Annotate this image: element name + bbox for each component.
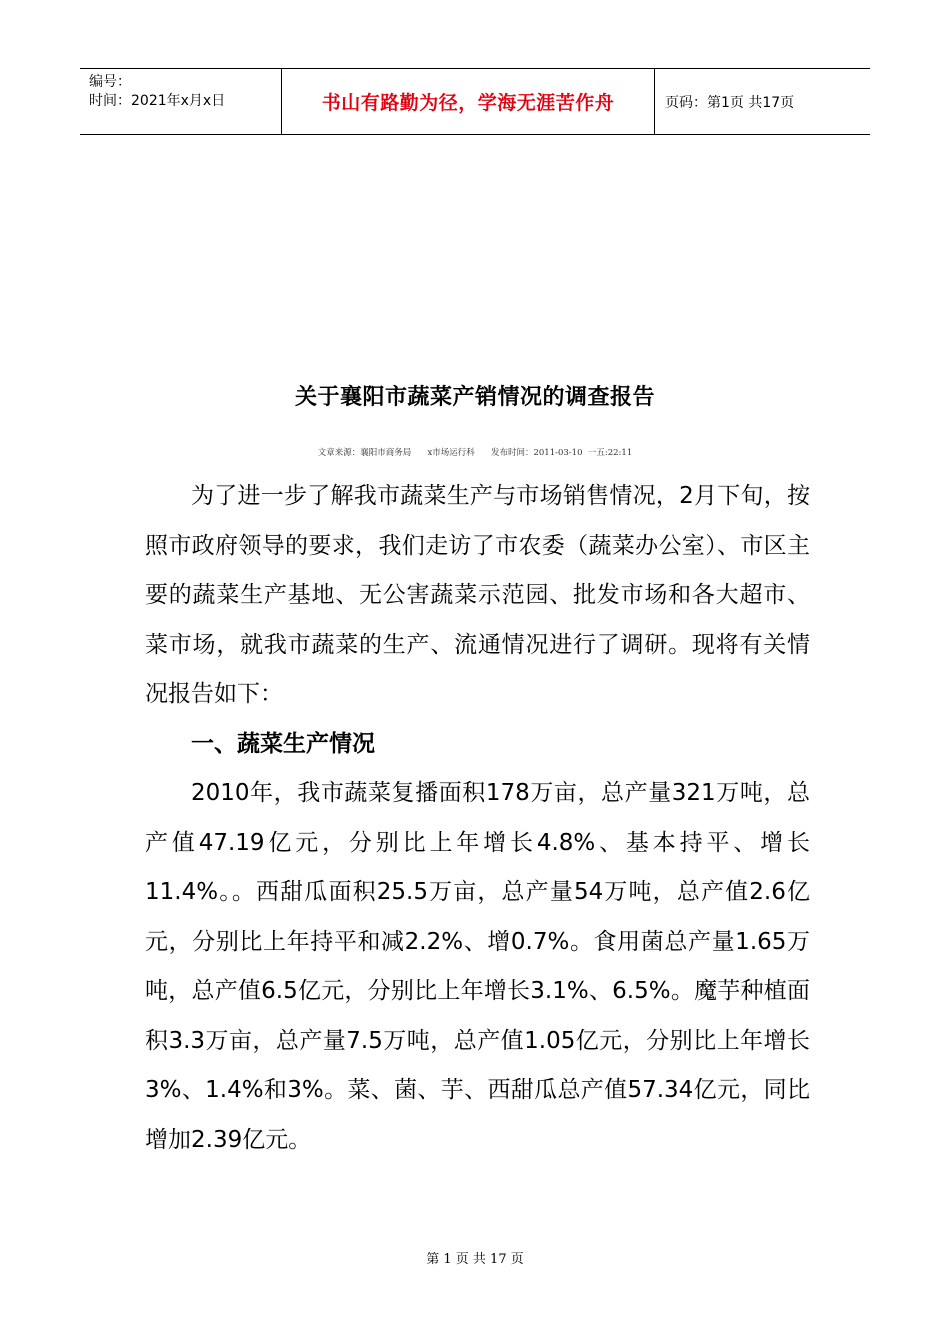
page-footer: 第 1 页 共 17 页 [426, 1252, 524, 1267]
header-page-info: 页码：第1页 共17页 [665, 94, 795, 111]
header-info-cell [80, 69, 282, 134]
document-title: 关于襄阳市蔬菜产销情况的调查报告 [294, 385, 655, 410]
time-label: 时间：2021年x月x日 [89, 93, 226, 109]
header-motto: 书山有路勤为径，学海无涯苦作舟 [282, 69, 655, 134]
number-label: 编号： [89, 74, 131, 90]
intro-paragraph: 为了进一步了解我市蔬菜生产与市场销售情况，2月下旬，按照市政府领导的要求，我们走访了市农委（蔬菜办公室）、市区主要的蔬菜生产基地、无公害蔬菜示范园、批发市场和各大超市、菜市场，就我市蔬菜的生产、流通情况进行了调研。现将有关情况报告如下： [145, 483, 810, 707]
section-paragraph: 2010年，我市蔬菜复播面积178万亩，总产量321万吨，总产值47.19亿元，分别比上年增长4.8%、基本持平、增长11.4%。。西甜瓜面积25.5万亩，总产量54万吨，总产值2.6亿元，分别比上年持平和减2.2%、增0.7%。食用菌总产量1.65万吨，总产值6.5亿元，分别比上年增长3.1%、6.5%。魔芋种植面积3.3万亩，总产量7.5万吨，总产值1.05亿元，分别比上年增长3%、1.4%和3%。菜、菌、芋、西甜瓜总产值57.34亿元，同比增加2.39亿元。 [145, 780, 810, 1153]
section-heading: 一、蔬菜生产情况 [191, 730, 375, 757]
document-body [145, 472, 810, 1165]
header-table [80, 68, 870, 135]
document-meta: 文章来源：襄阳市商务局 x市场运行科 发布时间：2011-03-10 一五:22:11 [317, 448, 633, 458]
